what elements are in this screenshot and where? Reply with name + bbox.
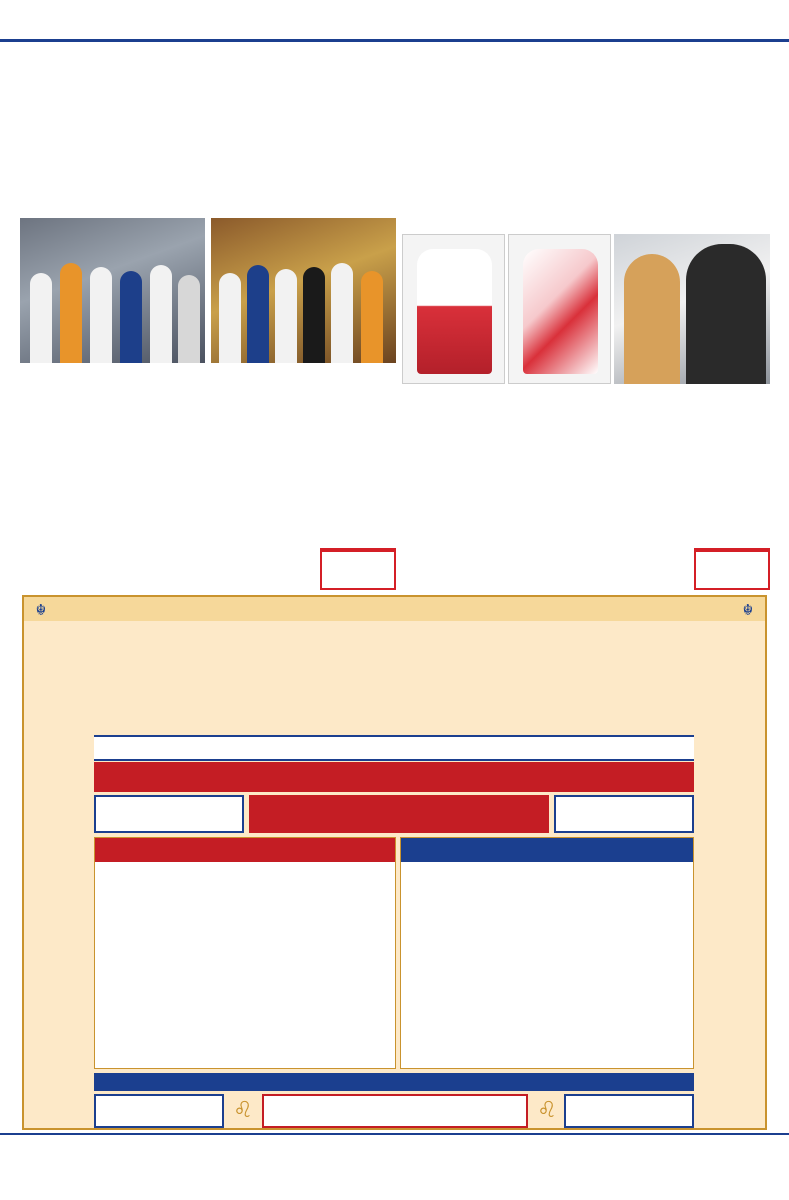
cross-vote-instruction	[94, 1073, 694, 1091]
issued-by-block	[262, 1094, 528, 1128]
manifesto-punjabi-col2	[247, 866, 393, 1066]
manifesto-punjabi	[94, 837, 396, 1069]
footer	[0, 1133, 789, 1200]
shirt-photo-1	[402, 234, 505, 384]
story2-column-1	[402, 418, 582, 593]
story-kathavachak	[20, 48, 396, 593]
gurdwara-banner	[94, 735, 694, 761]
social-links	[8, 1139, 781, 1163]
jan-shakti-logo-story1	[320, 548, 396, 590]
lion-icon-left: ♌	[233, 1098, 253, 1123]
khanda-icon-right: ☬	[742, 601, 754, 619]
story-kabaddi	[402, 48, 770, 593]
candidates-top-row	[30, 627, 759, 722]
manifesto-punjabi-title	[95, 838, 395, 862]
candidates-left-column	[30, 723, 86, 1128]
manifesto-english-title	[401, 838, 693, 862]
story1-photo-left	[20, 218, 205, 363]
jan-shakti-logo-story2	[694, 548, 770, 590]
masthead	[0, 0, 789, 42]
story1-column-2	[211, 370, 396, 538]
manifesto-english-col2	[550, 866, 691, 1066]
manifesto-center-title	[249, 795, 549, 833]
manifesto-punjabi-col1	[99, 866, 243, 1066]
vote-sher-right	[554, 795, 694, 833]
khanda-icon-left: ☬	[35, 601, 47, 619]
lion-icon-right: ♌	[537, 1098, 557, 1123]
manifesto-english-col1	[405, 866, 546, 1066]
candidates-right-column	[705, 723, 761, 1128]
election-date-banner	[94, 762, 694, 792]
story1-column-1	[20, 370, 205, 593]
samra-couple-photo	[614, 234, 770, 384]
footer-contact	[14, 1171, 775, 1191]
shirt-photo-2	[508, 234, 611, 384]
vote-sher-left	[94, 795, 244, 833]
sher-group-advert	[22, 595, 767, 1130]
story1-photo-right	[211, 218, 396, 363]
manifesto-english	[400, 837, 694, 1069]
vote-sher-bottom-right	[564, 1094, 694, 1128]
ad-top-band	[24, 597, 765, 621]
vote-sher-bottom-left	[94, 1094, 224, 1128]
